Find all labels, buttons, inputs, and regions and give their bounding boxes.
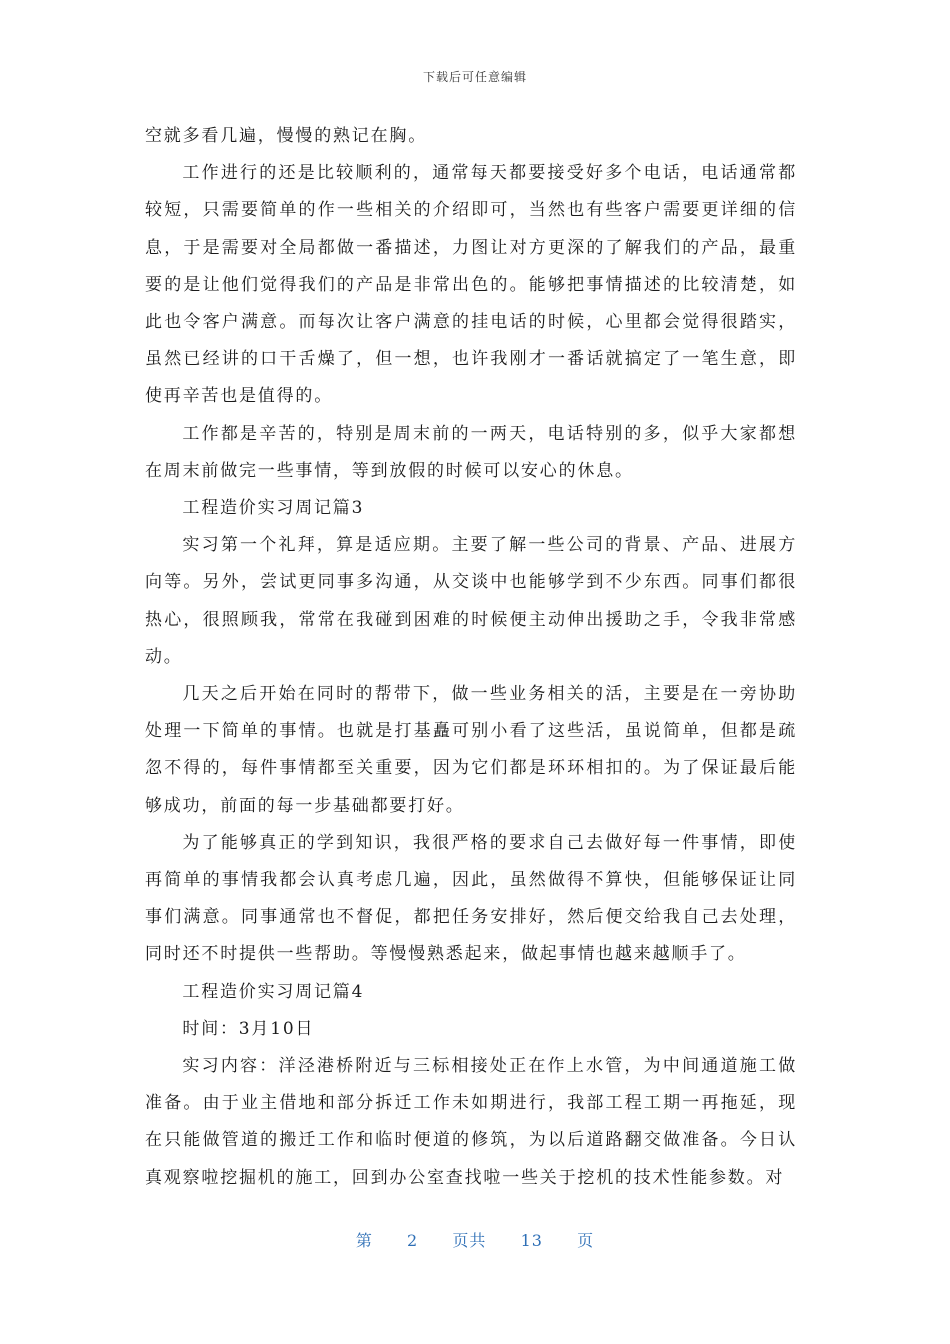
footer-prefix: 第: [355, 1231, 373, 1250]
paragraph: 几天之后开始在同时的帮带下，做一些业务相关的活，主要是在一旁协助处理一下简单的事情。也就是打基矗可别小看了这些活，虽说简单，但都是疏忽不得的，每件事情都至关重要，因为它们都是环环相扣的。为了保证最后能够成功，前面的每一步基础都要打好。: [145, 684, 797, 816]
paragraph-continuation: 空就多看几遍，慢慢的熟记在胸。: [145, 126, 427, 146]
page-header: 下载后可任意编辑: [422, 70, 527, 84]
paragraph: 工作进行的还是比较顺利的，通常每天都要接受好多个电话，电话通常都较短，只需要简单的作一些相关的介绍即可，当然也有些客户需要更详细的信息，于是需要对全局都做一番描述，力图让对方更深的了解我们的产品，最重要的是让他们觉得我们的产品是非常出色的。能够把事情描述的比较清楚，如此也令客户满意。而每次让客户满意的挂电话的时候，心里都会觉得很踏实，虽然已经讲的口干舌燥了，但一想，也许我刚才一番话就搞定了一笔生意，即使再辛苦也是值得的。: [145, 163, 797, 407]
page-footer: [0, 1228, 950, 1251]
section-heading: 工程造价实习周记篇3: [182, 498, 365, 519]
footer-total-pages: 13: [520, 1231, 543, 1250]
paragraph: 实习内容：洋泾港桥附近与三标相接处正在作上水管，为中间通道施工做准备。由于业主借地和部分拆迁工作未如期进行，我部工程工期一再拖延，现在只能做管道的搬迁工作和临时便道的修筑，为以后道路翻交做准备。今日认真观察啦挖掘机的施工，回到办公室查找啦一些关于挖机的技术性能参数。对: [145, 1056, 797, 1188]
section-heading: 工程造价实习周记篇4: [182, 981, 365, 1002]
document-body: [145, 118, 797, 1197]
footer-middle: 页共: [452, 1231, 487, 1250]
paragraph: 实习第一个礼拜，算是适应期。主要了解一些公司的背景、产品、进展方向等。另外，尝试更同事多沟通，从交谈中也能够学到不少东西。同事们都很热心，很照顾我，常常在我碰到困难的时候便主动伸出援助之手，令我非常感动。: [145, 535, 797, 667]
footer-page-number: 2: [407, 1231, 419, 1250]
paragraph: 为了能够真正的学到知识，我很严格的要求自己去做好每一件事情，即使再简单的事情我都会认真考虑几遍，因此，虽然做得不算快，但能够保证让同事们满意。同事通常也不督促，都把任务安排好，然后便交给我自己去处理，同时还不时提供一些帮助。等慢慢熟悉起来，做起事情也越来越顺手了。: [145, 832, 797, 965]
date-line: 时间：3月10日: [182, 1018, 315, 1039]
footer-suffix: 页: [577, 1231, 595, 1250]
paragraph: 工作都是辛苦的，特别是周末前的一两天，电话特别的多，似乎大家都想在周末前做完一些事情，等到放假的时候可以安心的休息。: [145, 423, 797, 481]
